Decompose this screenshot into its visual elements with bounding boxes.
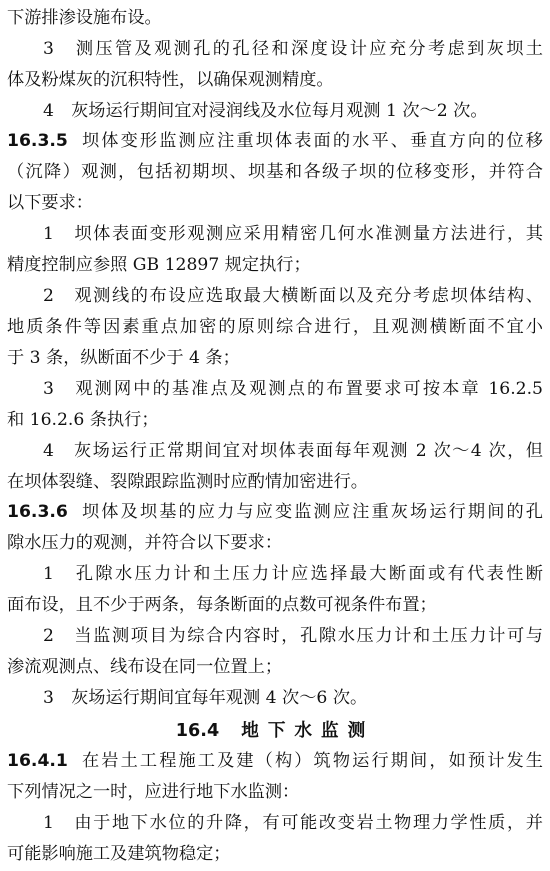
section-title: 地下水监测: [241, 721, 375, 741]
text-line: 3 测压管及观测孔的孔径和深度设计应充分考虑到灰坝土: [43, 39, 543, 59]
text-line: 1 孔隙水压力计和土压力计应选择最大断面或有代表性断: [43, 564, 543, 584]
section-number: 16.4: [175, 721, 220, 741]
clause-text: 坝体及坝基的应力与应变监测应注重灰场运行期间的孔: [79, 502, 543, 522]
text-line: 1 由于地下水位的升降，有可能改变岩土物理力学性质，并: [43, 813, 543, 833]
text-line: 体及粉煤灰的沉积特性，以确保观测精度。: [7, 70, 334, 90]
clause-16-3-5-line: [7, 124, 543, 158]
text-line: 4 灰场运行正常期间宜对坝体表面每年观测 2 次～4 次，但: [43, 441, 543, 461]
text-line: 在坝体裂缝、裂隙跟踪监测时应酌情加密进行。: [7, 472, 368, 492]
text-line: 2 当监测项目为综合内容时，孔隙水压力计和土压力计可与: [43, 626, 543, 646]
clause-number: 16.4.1: [7, 751, 68, 771]
text-line: 2 观测线的布设应选取最大横断面以及充分考虑坝体结构、: [43, 286, 543, 306]
text-line: 3 观测网中的基准点及观测点的布置要求可按本章 16.2.5: [43, 379, 543, 399]
clause-text: 坝体变形监测应注重坝体表面的水平、垂直方向的位移: [79, 131, 543, 151]
text-line: 面布设，且不少于两条，每条断面的点数可视条件布置；: [7, 595, 437, 615]
text-line: 3 灰场运行期间宜每年观测 4 次～6 次。: [43, 688, 368, 708]
text-line: 以下要求：: [7, 193, 93, 213]
text-line: （沉降）观测，包括初期坝、坝基和各级子坝的位移变形，并符合: [7, 162, 543, 182]
section-heading: [0, 714, 550, 748]
clause-16-4-1-line: [7, 744, 543, 778]
text-line: 隙水压力的观测，并符合以下要求：: [7, 533, 283, 553]
clause-number: 16.3.6: [7, 502, 68, 522]
text-line: 可能影响施工及建筑物稳定；: [7, 844, 231, 864]
clause-text: 在岩土工程施工及建（构）筑物运行期间，如预计发生: [79, 751, 543, 771]
text-line: 下游排渗设施布设。: [7, 8, 162, 28]
clause-16-3-6-line: [7, 495, 543, 529]
text-line: 4 灰场运行期间宜对浸润线及水位每月观测 1 次～2 次。: [43, 101, 488, 121]
text-line: 1 坝体表面变形观测应采用精密几何水准测量方法进行，其: [43, 224, 543, 244]
text-line: 渗流观测点、线布设在同一位置上；: [7, 657, 283, 677]
clause-number: 16.3.5: [7, 131, 68, 151]
text-line: 于 3 条，纵断面不少于 4 条；: [7, 348, 240, 368]
text-line: 地质条件等因素重点加密的原则综合进行，且观测横断面不宜小: [7, 317, 543, 337]
text-line: 下列情况之一时，应进行地下水监测：: [7, 782, 300, 802]
text-line: 和 16.2.6 条执行；: [7, 410, 159, 430]
text-line: 精度控制应参照 GB 12897 规定执行；: [7, 255, 311, 275]
